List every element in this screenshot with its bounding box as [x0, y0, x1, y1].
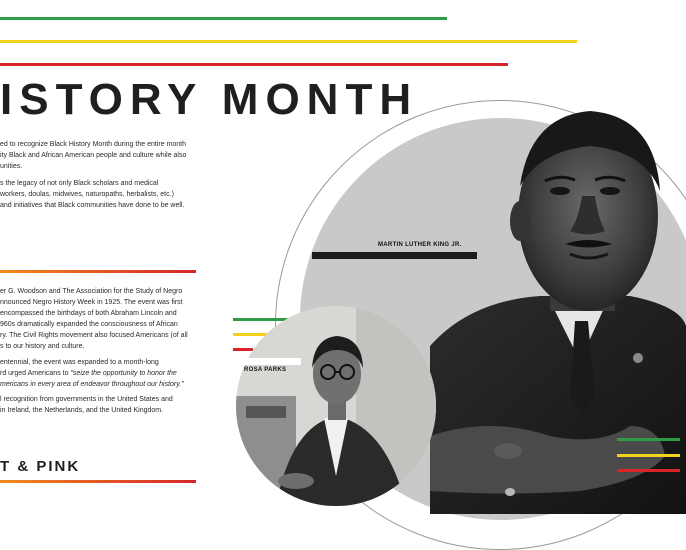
- poster-title: ISTORY MONTH: [0, 75, 419, 124]
- mlk-caption: MARTIN LUTHER KING JR.: [378, 242, 462, 248]
- recognition-line: l recognition from governments in the United States and: [0, 396, 173, 403]
- mlk-photo: [430, 96, 686, 514]
- history-line: s to our history and culture.: [0, 343, 85, 350]
- top-stripe-green: [0, 17, 447, 20]
- intro-line: unities.: [0, 163, 23, 170]
- top-stripe-red: [0, 63, 508, 66]
- centennial-line: [0, 368, 184, 379]
- legacy-line: and initiatives that Black communities have done to be well.: [0, 202, 185, 209]
- recognition-paragraph: [0, 394, 173, 416]
- mlk-portrait-illustration: [430, 96, 686, 514]
- history-line: 960s dramatically expanded the consciousness of African: [0, 321, 178, 328]
- rosa-caption-bar: [238, 358, 301, 365]
- legacy-paragraph: [0, 178, 184, 211]
- centennial-line: entennial, the event was expanded to a month-long: [0, 359, 159, 366]
- centennial-line: [0, 379, 184, 390]
- history-line: er G. Woodson and The Association for the Study of Negro: [0, 288, 183, 295]
- history-line: ry. The Civil Rights movement also focused Americans (of all: [0, 332, 188, 339]
- section-divider-top: [0, 270, 196, 273]
- history-line: nnounced Negro History Week in 1925. The event was first: [0, 299, 183, 306]
- right-stripe-yellow: [617, 454, 680, 457]
- centennial-text: rd urged Americans to: [0, 370, 71, 377]
- section-heading: T & PINK: [0, 458, 81, 475]
- intro-paragraph: [0, 139, 186, 172]
- centennial-quote-end: mericans in every area of endeavor throughout our history.": [0, 381, 184, 388]
- right-stripe-red: [617, 469, 680, 472]
- rosa-parks-photo: [236, 306, 436, 506]
- right-stripe-green: [617, 438, 680, 441]
- intro-line: ed to recognize Black History Month during the entire month: [0, 141, 186, 148]
- top-stripe-yellow: [0, 40, 577, 43]
- section-divider-bottom: [0, 480, 196, 483]
- accent-stripe-red: [233, 348, 253, 351]
- legacy-line: workers, doulas, midwives, naturopaths, herbalists, etc.): [0, 191, 174, 198]
- rosa-portrait-illustration: [236, 306, 436, 506]
- rosa-caption: ROSA PARKS: [244, 367, 287, 373]
- mlk-caption-bar: [312, 252, 477, 259]
- intro-line: ity Black and African American people and culture while also: [0, 152, 187, 159]
- history-line: encompassed the birthdays of both Abraham Lincoln and: [0, 310, 177, 317]
- legacy-line: s the legacy of not only Black scholars and medical: [0, 180, 159, 187]
- centennial-paragraph: [0, 357, 184, 390]
- history-paragraph: [0, 286, 188, 352]
- recognition-line: in Ireland, the Netherlands, and the United Kingdom.: [0, 407, 164, 414]
- centennial-quote: "seize the opportunity to honor the: [70, 370, 177, 377]
